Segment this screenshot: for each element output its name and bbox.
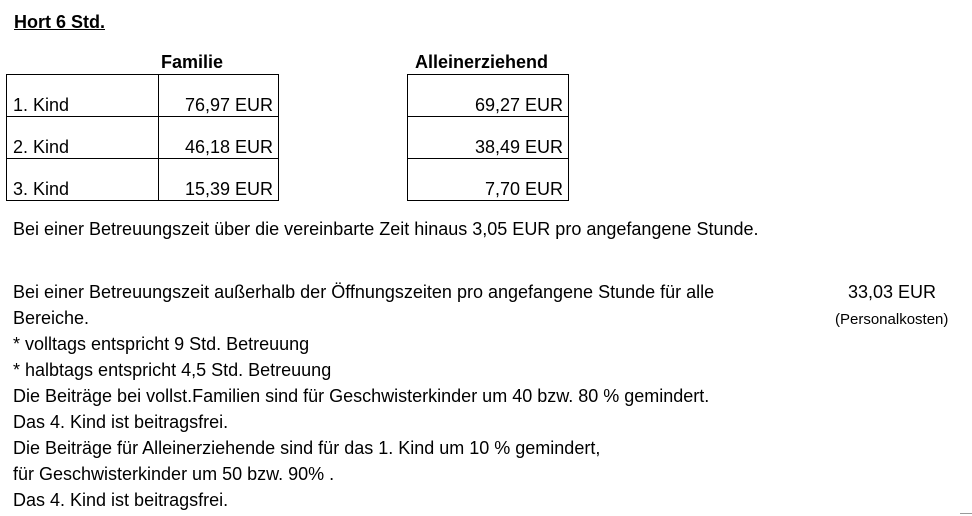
- table-row: [408, 75, 569, 117]
- table-row: [408, 117, 569, 159]
- column-header-alleinerziehend: Alleinerziehend: [415, 52, 549, 72]
- note-fourth-child-free: Das 4. Kind ist beitragsfrei.: [13, 412, 229, 432]
- familie-fee-table: [6, 74, 279, 201]
- alleinerziehend-amount: 38,49 EUR: [408, 117, 569, 159]
- table-row: [7, 117, 279, 159]
- outside-hours-amount: 33,03 EUR: [848, 282, 937, 302]
- page-edge-mark: [960, 513, 972, 514]
- table-row: [408, 159, 569, 201]
- note-familie-reduction: Die Beiträge bei vollst.Familien sind für Geschwisterkinder um 40 bzw. 80 % gemindert.: [13, 386, 710, 406]
- table-row: [7, 75, 279, 117]
- column-header-familie: Familie: [161, 52, 224, 72]
- note-halbtags: * halbtags entspricht 4,5 Std. Betreuung: [13, 360, 332, 380]
- alleinerziehend-amount: 7,70 EUR: [408, 159, 569, 201]
- familie-amount: 15,39 EUR: [159, 159, 279, 201]
- outside-hours-line-1: Bei einer Betreuungszeit außerhalb der Öffnungszeiten pro angefangene Stunde für alle: [13, 282, 715, 302]
- extra-time-note: Bei einer Betreuungszeit über die vereinbarte Zeit hinaus 3,05 EUR pro angefangene Stunde.: [13, 219, 759, 239]
- child-label: 1. Kind: [7, 75, 159, 117]
- note-alleinerziehend-reduction: Die Beiträge für Alleinerziehende sind für das 1. Kind um 10 % gemindert,: [13, 438, 601, 458]
- outside-hours-line-2: Bereiche.: [13, 308, 90, 328]
- note-fourth-child-free-2: Das 4. Kind ist beitragsfrei.: [13, 490, 229, 510]
- personnel-cost-note: (Personalkosten): [835, 311, 949, 328]
- child-label: 3. Kind: [7, 159, 159, 201]
- familie-amount: 46,18 EUR: [159, 117, 279, 159]
- child-label: 2. Kind: [7, 117, 159, 159]
- note-sibling-reduction: für Geschwisterkinder um 50 bzw. 90% .: [13, 464, 335, 484]
- note-volltags: * volltags entspricht 9 Std. Betreuung: [13, 334, 310, 354]
- alleinerziehend-fee-table: [407, 74, 569, 201]
- table-row: [7, 159, 279, 201]
- alleinerziehend-amount: 69,27 EUR: [408, 75, 569, 117]
- page-title: Hort 6 Std.: [14, 12, 106, 32]
- familie-amount: 76,97 EUR: [159, 75, 279, 117]
